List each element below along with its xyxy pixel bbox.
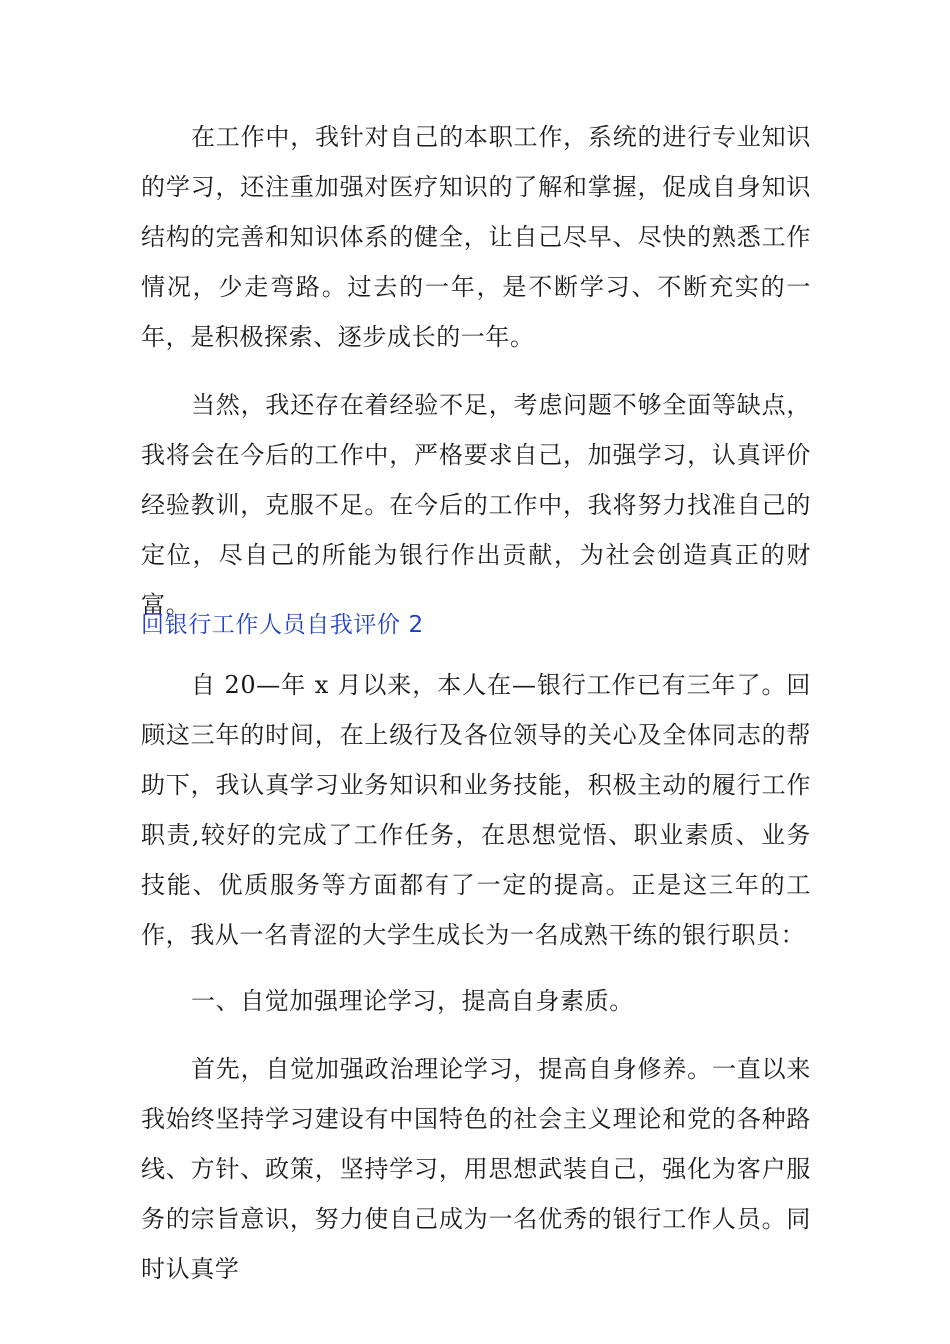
paragraph-shortcomings: 当然，我还存在着经验不足，考虑问题不够全面等缺点，我将会在今后的工作中，严格要求自己，加强学习，认真评价经验教训，克服不足。在今后的工作中，我将努力找准自己的定位，尽自己的所能为银行作出贡献，为社会创造真正的财富。 (141, 391, 811, 619)
paragraph-three-years-review: 自 20—年 x 月以来，本人在—银行工作已有三年了。回顾这三年的时间，在上级行及各位领导的关心及全体同志的帮助下，我认真学习业务知识和业务技能，积极主动的履行工作职责,较好的完成了工作任务，在思想觉悟、职业素质、业务技能、优质服务等方面都有了一定的提高。正是这三年的工作，我从一名青涩的大学生成长为一名成熟干练的银行职员： (141, 671, 811, 949)
paragraph-section-one-title: 一、自觉加强理论学习，提高自身素质。 (191, 987, 634, 1015)
paragraph-work-learning: 在工作中，我针对自己的本职工作，系统的进行专业知识的学习，还注重加强对医疗知识的了解和掌握，促成自身知识结构的完善和知识体系的健全，让自己尽早、尽快的熟悉工作情况，少走弯路。过去的一年，是不断学习、不断充实的一年，是积极探索、逐步成长的一年。 (141, 123, 811, 351)
section-heading: 回银行工作人员自我评价 2 (141, 612, 424, 638)
paragraph-political-study: 首先，自觉加强政治理论学习，提高自身修养。一直以来我始终坚持学习建设有中国特色的社会主义理论和党的各种路线、方针、政策，坚持学习，用思想武装自己，强化为客户服务的宗旨意识，努力使自己成为一名优秀的银行工作人员。同时认真学 (141, 1055, 811, 1283)
